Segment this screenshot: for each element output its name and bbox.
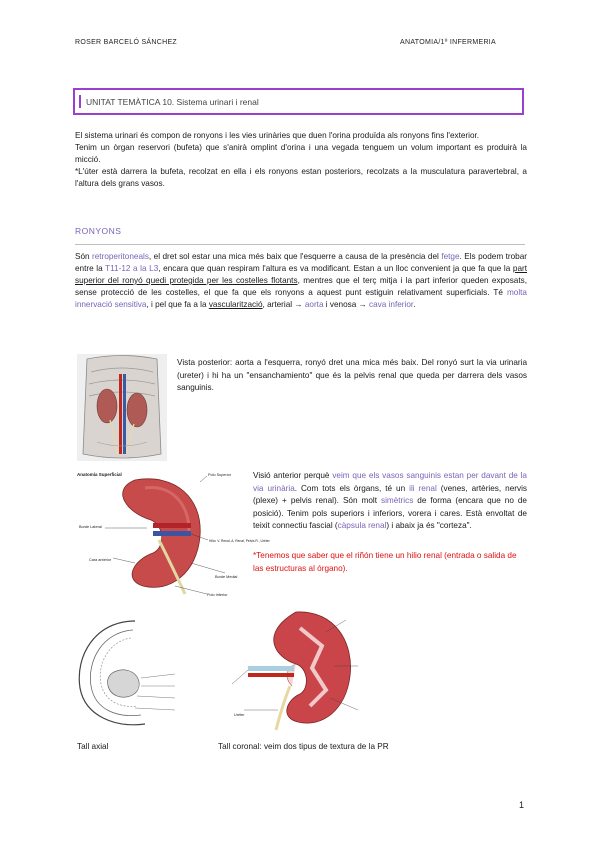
intro-p2: Tenim un òrgan reservori (bufeta) que s'anirà omplint d'orina i una vegada tenguem un volum important es produirà la micció. <box>75 143 527 164</box>
label-hilio: Hilio: V. Renal, A. Renal, Pelvis R., Uréter <box>209 539 270 543</box>
text-run: de forma (encara que no de posició). Tenim pols superiors i inferiors, vorera i cares. Està envoltat de teixit connectiu fascial ( <box>253 496 527 530</box>
header-subject: ANATOMIA/1º INFERMERIA <box>400 39 497 46</box>
text-run: , encara que quan respiram l'altura es va modificant. Estan a un lloc convenient ja que fa que la <box>158 264 513 273</box>
term-aorta: aorta <box>304 300 324 309</box>
label-borde-lateral: Borde Lateral <box>79 525 102 529</box>
figure-coronal-section <box>226 606 362 731</box>
caption-axial: Tall axial <box>77 742 109 751</box>
text-run: , mentres que el terç mitja i la part inferior queden exposats, sense protecció de les costelles, el que fa que els ronyons a aquest punt estiguin relativament superficials. Té <box>75 276 527 297</box>
text-run: . Els podem trobar entre la <box>75 252 527 273</box>
term-ili-renal: ili renal <box>409 483 437 493</box>
text-run: , el dret sol estar una mica més baix que l'esquerre a causa de la presència del <box>148 252 442 261</box>
intro-p3: *L'úter està darrera la bufeta, recolzat en ella i els ronyons estan posteriors, recolzats a la musculatura paravertebral, a l'altura dels grans vasos. <box>75 167 527 188</box>
term-simetrics: simètrics <box>381 496 414 505</box>
intro-p1: El sistema urinari és compon de ronyons i les vies urinàries que duen l'orina produïda als ronyons fins l'exterior. <box>75 131 480 140</box>
term-innervacio: molta innervació sensitiva <box>75 288 527 309</box>
label-polo-superior: Polo Superior <box>208 473 232 477</box>
text-run: ) i abaix ja és "corteza". <box>386 521 472 530</box>
term-vascularitzacio: vascularització <box>208 300 263 309</box>
label-polo-inferior: Polo Inferior <box>207 593 228 597</box>
hilio-note: *Tenemos que saber que el riñón tiene un hilio renal (entrada o salida de las estructuras al órgano). <box>253 551 517 573</box>
label-borde-medial: Borde Medial <box>215 575 238 579</box>
text-run: Són <box>75 252 93 261</box>
text-run: , arterial → <box>262 300 305 309</box>
section-title-ronyons: RONYONS <box>75 226 122 236</box>
figure-posterior-view <box>77 354 167 461</box>
page-number: 1 <box>519 800 525 810</box>
label-ureter: Uréter <box>234 713 245 717</box>
term-fetge: fetge <box>441 252 460 261</box>
term-vasos-davant: veim que els vasos sanguinis estan per davant de la via urinària <box>253 471 527 493</box>
figure-anterior-kidney <box>75 468 270 598</box>
term-retroperitoneals: retroperitoneals <box>92 252 149 261</box>
figure-axial-section <box>75 616 180 731</box>
visio-anterior-text <box>253 470 527 533</box>
term-capsula-renal: càpsula renal <box>337 521 387 530</box>
unit-title-box <box>73 88 524 115</box>
text-run: i venosa → <box>323 300 370 309</box>
unit-title: UNITAT TEMÀTICA 10. Sistema urinari i renal <box>86 97 259 107</box>
text-run: Visió anterior perquè <box>253 471 333 480</box>
unit-title-accent-bar <box>79 95 81 108</box>
label-cara-anterior: Cara anterior <box>89 558 112 562</box>
ronyons-paragraph <box>75 251 527 311</box>
term-cava-inferior: cava inferior <box>369 300 414 309</box>
label-anat-title: Anatomía Superficial <box>77 472 122 477</box>
caption-coronal: Tall coronal: veim dos tipus de textura de la PR <box>218 742 389 751</box>
text-run: (venes, artèries, nervis (plexe) + pelvis renal). Són molt <box>253 483 527 505</box>
text-run: , i pel que fa a la <box>146 300 209 309</box>
section-divider <box>75 244 525 245</box>
term-costelles-flotants: part superior del ronyó quedi protegida per les costelles flotants <box>75 264 527 285</box>
term-vertebral-level: T11-12 a la L3 <box>105 264 159 273</box>
header-author: ROSER BARCELÓ SÁNCHEZ <box>75 39 177 46</box>
text-run: . <box>413 300 416 309</box>
intro-paragraph <box>75 130 527 190</box>
text-run: . Com tots els òrgans, té un <box>294 483 410 493</box>
vista-posterior-text: Vista posterior: aorta a l'esquerra, ronyó dret una mica més baix. Del ronyó surt la via urinaria (ureter) i hi ha un "ensanchamiento" que és la pelvis renal que queda per darrera dels vasos sanguinis. <box>177 358 527 392</box>
